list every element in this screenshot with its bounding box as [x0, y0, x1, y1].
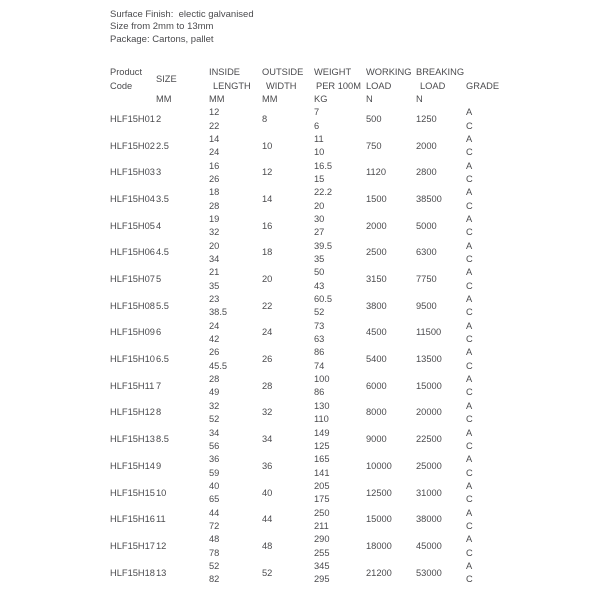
product-code-cell: HLF15H02: [110, 140, 155, 151]
inside-length-cell: 36: [209, 454, 220, 465]
inside-length-cell: 26: [209, 347, 220, 358]
header-working-line2: LOAD: [366, 80, 392, 91]
inside-length-cell: 38.5: [209, 307, 228, 318]
grade-cell: C: [466, 467, 473, 478]
size-cell: 4: [156, 220, 162, 231]
grade-cell: A: [466, 427, 473, 438]
outside-width-cell: 34: [262, 434, 273, 445]
grade-cell: A: [466, 107, 473, 118]
outside-width-cell: 16: [262, 220, 273, 231]
grade-cell: A: [466, 400, 473, 411]
grade-cell: A: [466, 294, 473, 305]
grade-cell: C: [466, 414, 473, 425]
weight-cell: 290: [314, 534, 330, 545]
grade-cell: A: [466, 267, 473, 278]
working-load-cell: 10000: [366, 460, 392, 471]
info-block: [110, 9, 501, 46]
weight-cell: 295: [314, 574, 330, 585]
product-code-cell: HLF15H07: [110, 274, 155, 285]
weight-cell: 175: [314, 494, 330, 505]
size-cell: 12: [156, 540, 167, 551]
weight-cell: 6: [314, 120, 320, 131]
size-cell: 8: [156, 407, 162, 418]
table-row: [110, 533, 501, 546]
spec-table-header: [110, 66, 501, 106]
table-row: [110, 480, 501, 493]
working-load-cell: 1120: [366, 167, 386, 178]
size-cell: 3.5: [156, 193, 169, 204]
header-size: SIZE: [156, 73, 177, 84]
header-working-line1: WORKING: [366, 67, 412, 78]
product-code-cell: HLF15H11: [110, 380, 155, 391]
product-code-cell: HLF15H04: [110, 193, 155, 204]
inside-length-cell: 34: [209, 254, 220, 265]
table-row: [110, 507, 501, 520]
product-code-cell: HLF15H13: [110, 434, 155, 445]
header-size-unit: MM: [156, 93, 172, 104]
breaking-load-cell: 31000: [416, 487, 442, 498]
header-product-unit: [110, 93, 156, 106]
breaking-load-cell: 25000: [416, 460, 442, 471]
breaking-load-cell: 38500: [416, 193, 442, 204]
inside-length-cell: 14: [209, 133, 220, 144]
grade-cell: A: [466, 507, 473, 518]
inside-length-cell: 22: [209, 120, 220, 131]
working-load-cell: 2500: [366, 247, 387, 258]
inside-length-cell: 48: [209, 534, 220, 545]
working-load-cell: 15000: [366, 514, 392, 525]
header-inside-line1: INSIDE: [209, 67, 240, 78]
table-row: [110, 186, 501, 199]
grade-cell: C: [466, 387, 473, 398]
outside-width-cell: 28: [262, 380, 273, 391]
size-cell: 4.5: [156, 247, 169, 258]
weight-cell: 20: [314, 200, 325, 211]
outside-width-cell: 48: [262, 540, 273, 551]
size-cell: 6: [156, 327, 162, 338]
grade-cell: C: [466, 147, 473, 158]
outside-width-cell: 32: [262, 407, 273, 418]
working-load-cell: 3800: [366, 300, 387, 311]
weight-cell: 52: [314, 307, 325, 318]
working-load-cell: 2000: [366, 220, 387, 231]
breaking-load-cell: 2800: [416, 167, 437, 178]
product-code-cell: HLF15H16: [110, 514, 155, 525]
inside-length-cell: 19: [209, 214, 220, 224]
table-row: [110, 560, 501, 573]
table-row: [110, 400, 501, 413]
weight-cell: 250: [314, 507, 330, 518]
weight-cell: 255: [314, 547, 330, 558]
breaking-load-cell: 53000: [416, 567, 442, 578]
inside-length-cell: 28: [209, 374, 220, 385]
grade-cell: C: [466, 494, 473, 505]
header-weight-unit: KG: [314, 93, 328, 104]
inside-length-cell: 56: [209, 440, 220, 451]
working-load-cell: 5400: [366, 354, 387, 365]
table-row: [110, 106, 501, 119]
grade-cell: A: [466, 187, 473, 198]
outside-width-cell: 24: [262, 327, 273, 338]
weight-cell: 211: [314, 520, 329, 531]
product-code-cell: HLF15H15: [110, 487, 155, 498]
header-grade: GRADE: [466, 80, 500, 91]
spec-table-body: [110, 106, 501, 586]
grade-cell: A: [466, 240, 473, 251]
grade-cell: C: [466, 547, 473, 558]
table-row: [110, 293, 501, 306]
size-cell: 7: [156, 380, 162, 391]
grade-cell: C: [466, 520, 473, 531]
product-code-cell: HLF15H08: [110, 300, 155, 311]
outside-width-cell: 10: [262, 140, 273, 151]
inside-length-cell: 44: [209, 507, 220, 518]
working-load-cell: 1500: [366, 193, 387, 204]
outside-width-cell: 20: [262, 274, 273, 285]
inside-length-cell: 72: [209, 520, 220, 531]
weight-cell: 15: [314, 173, 325, 184]
weight-cell: 27: [314, 227, 325, 238]
grade-cell: C: [466, 574, 473, 585]
weight-cell: 141: [314, 467, 330, 478]
table-row: [110, 427, 501, 440]
outside-width-cell: 18: [262, 247, 273, 258]
header-grade-unit: [466, 93, 501, 106]
header-outside-line2: WIDTH: [266, 80, 297, 91]
weight-cell: 16.5: [314, 160, 333, 171]
size-cell: 9: [156, 460, 162, 471]
outside-width-cell: 8: [262, 113, 268, 124]
weight-cell: 205: [314, 480, 330, 491]
product-code-cell: HLF15H17: [110, 540, 155, 551]
weight-cell: 63: [314, 334, 325, 345]
weight-cell: 345: [314, 560, 330, 571]
grade-cell: A: [466, 133, 473, 144]
outside-width-cell: 44: [262, 514, 273, 525]
inside-length-cell: 24: [209, 147, 220, 158]
grade-cell: C: [466, 360, 473, 371]
header-inside-unit: MM: [209, 93, 225, 104]
inside-length-cell: 34: [209, 427, 220, 438]
breaking-load-cell: 11500: [416, 327, 442, 338]
grade-cell: C: [466, 173, 473, 184]
breaking-load-cell: 13500: [416, 354, 442, 365]
weight-cell: 165: [314, 454, 330, 465]
size-range-line: Size from 2mm to 13mm: [110, 21, 214, 33]
weight-cell: 43: [314, 280, 325, 291]
inside-length-cell: 65: [209, 494, 220, 505]
working-load-cell: 3150: [366, 274, 387, 285]
table-row: [110, 213, 501, 226]
product-code-cell: HLF15H05: [110, 220, 155, 231]
weight-cell: 125: [314, 440, 330, 451]
outside-width-cell: 14: [262, 193, 273, 204]
inside-length-cell: 42: [209, 334, 220, 345]
weight-cell: 130: [314, 400, 330, 411]
working-load-cell: 18000: [366, 540, 392, 551]
breaking-load-cell: 5000: [416, 220, 437, 231]
weight-cell: 10: [314, 147, 325, 158]
package-line: Package: Cartons, pallet: [110, 33, 214, 45]
header-weight-line2: PER 100M: [316, 80, 361, 91]
table-row: [110, 453, 501, 466]
header-inside-line2: LENGTH: [213, 80, 251, 91]
grade-cell: C: [466, 254, 473, 265]
table-row: [110, 266, 501, 279]
breaking-load-cell: 38000: [416, 514, 442, 525]
grade-cell: C: [466, 307, 473, 318]
grade-cell: C: [466, 334, 473, 345]
inside-length-cell: 40: [209, 480, 220, 491]
size-cell: 5: [156, 274, 162, 285]
grade-cell: A: [466, 320, 473, 331]
size-cell: 2.5: [156, 140, 169, 151]
header-weight-line1: WEIGHT: [314, 67, 352, 78]
product-code-cell: HLF15H01: [110, 113, 155, 124]
inside-length-cell: 18: [209, 187, 220, 198]
weight-cell: 86: [314, 347, 325, 358]
grade-cell: A: [466, 374, 473, 385]
grade-cell: A: [466, 454, 473, 465]
grade-cell: A: [466, 534, 473, 545]
inside-length-cell: 23: [209, 294, 220, 305]
header-working-unit: N: [366, 93, 373, 104]
weight-cell: 7: [314, 107, 320, 118]
inside-length-cell: 52: [209, 560, 220, 571]
weight-cell: 30: [314, 214, 325, 224]
outside-width-cell: 26: [262, 354, 273, 365]
size-cell: 11: [156, 514, 166, 525]
inside-length-cell: 20: [209, 240, 220, 251]
grade-cell: C: [466, 227, 473, 238]
grade-cell: A: [466, 560, 473, 571]
breaking-load-cell: 20000: [416, 407, 442, 418]
working-load-cell: 21200: [366, 567, 392, 578]
weight-cell: 74: [314, 360, 325, 371]
size-cell: 6.5: [156, 354, 169, 365]
size-cell: 13: [156, 567, 167, 578]
inside-length-cell: 26: [209, 173, 220, 184]
inside-length-cell: 59: [209, 467, 220, 478]
grade-cell: A: [466, 160, 473, 171]
product-code-cell: HLF15H12: [110, 407, 155, 418]
outside-width-cell: 22: [262, 300, 273, 311]
grade-cell: C: [466, 120, 473, 131]
size-cell: 8.5: [156, 434, 169, 445]
grade-cell: A: [466, 347, 473, 358]
inside-length-cell: 45.5: [209, 360, 228, 371]
table-row: [110, 320, 501, 333]
table-row: [110, 133, 501, 146]
size-cell: 5.5: [156, 300, 169, 311]
working-load-cell: 9000: [366, 434, 387, 445]
weight-cell: 110: [314, 414, 329, 425]
working-load-cell: 12500: [366, 487, 392, 498]
inside-length-cell: 28: [209, 200, 220, 211]
inside-length-cell: 24: [209, 320, 220, 331]
product-code-cell: HLF15H03: [110, 167, 155, 178]
weight-cell: 11: [314, 133, 324, 144]
table-row: [110, 160, 501, 173]
header-product-line1: Product: [110, 67, 143, 78]
working-load-cell: 4500: [366, 327, 387, 338]
spec-table: [110, 66, 501, 586]
inside-length-cell: 16: [209, 160, 220, 171]
weight-cell: 35: [314, 254, 325, 265]
working-load-cell: 750: [366, 140, 382, 151]
product-code-cell: HLF15H10: [110, 354, 155, 365]
inside-length-cell: 32: [209, 227, 220, 238]
table-row: [110, 240, 501, 253]
inside-length-cell: 49: [209, 387, 220, 398]
breaking-load-cell: 2000: [416, 140, 437, 151]
spec-sheet: [110, 9, 501, 587]
size-cell: 3: [156, 167, 162, 178]
weight-cell: 149: [314, 427, 330, 438]
breaking-load-cell: 22500: [416, 434, 442, 445]
product-code-cell: HLF15H09: [110, 327, 155, 338]
breaking-load-cell: 45000: [416, 540, 442, 551]
inside-length-cell: 32: [209, 400, 220, 411]
breaking-load-cell: 7750: [416, 274, 437, 285]
weight-cell: 22.2: [314, 187, 333, 198]
header-product-line2: Code: [110, 80, 133, 91]
inside-length-cell: 82: [209, 574, 220, 585]
size-cell: 10: [156, 487, 167, 498]
header-breaking-line1: BREAKING: [416, 67, 465, 78]
grade-cell: C: [466, 280, 473, 291]
product-code-cell: HLF15H14: [110, 460, 155, 471]
weight-cell: 86: [314, 387, 325, 398]
surface-finish-line: Surface Finish: electic galvanised: [110, 9, 254, 20]
inside-length-cell: 21: [209, 267, 220, 278]
table-row: [110, 373, 501, 386]
weight-cell: 100: [314, 374, 330, 385]
inside-length-cell: 78: [209, 547, 220, 558]
inside-length-cell: 12: [209, 107, 220, 118]
grade-cell: C: [466, 440, 473, 451]
header-outside-line1: OUTSIDE: [262, 67, 304, 78]
working-load-cell: 500: [366, 113, 382, 124]
size-cell: 2: [156, 113, 162, 124]
inside-length-cell: 35: [209, 280, 220, 291]
header-breaking-line2: LOAD: [420, 80, 446, 91]
grade-cell: A: [466, 480, 473, 491]
header-breaking-unit: N: [416, 93, 423, 104]
breaking-load-cell: 15000: [416, 380, 442, 391]
breaking-load-cell: 6300: [416, 247, 437, 258]
weight-cell: 73: [314, 320, 325, 331]
grade-cell: A: [466, 214, 473, 224]
working-load-cell: 6000: [366, 380, 387, 391]
breaking-load-cell: 1250: [416, 113, 437, 124]
working-load-cell: 8000: [366, 407, 387, 418]
outside-width-cell: 12: [262, 167, 273, 178]
outside-width-cell: 36: [262, 460, 273, 471]
product-code-cell: HLF15H18: [110, 567, 155, 578]
weight-cell: 60.5: [314, 294, 333, 305]
product-code-cell: HLF15H06: [110, 247, 155, 258]
breaking-load-cell: 9500: [416, 300, 437, 311]
inside-length-cell: 52: [209, 414, 220, 425]
outside-width-cell: 52: [262, 567, 273, 578]
header-outside-unit: MM: [262, 93, 278, 104]
table-row: [110, 346, 501, 359]
outside-width-cell: 40: [262, 487, 273, 498]
weight-cell: 50: [314, 267, 325, 278]
grade-cell: C: [466, 200, 473, 211]
weight-cell: 39.5: [314, 240, 333, 251]
